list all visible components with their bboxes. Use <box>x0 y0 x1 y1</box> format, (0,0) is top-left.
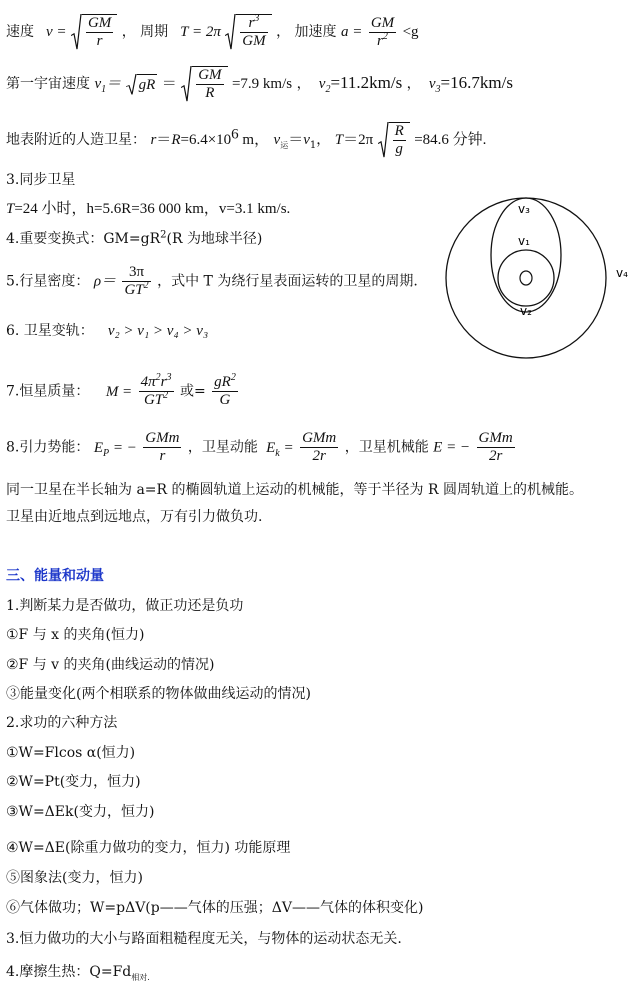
section3-line: ④W=ΔE(除重力做功的变力，恒力) 功能原理 <box>6 840 291 856</box>
near-earth-r-unit: m， <box>238 132 270 148</box>
item8: 8.引力势能： $E_P$ = − $\frac{\text{GMm}}{r}$ ，卫星动能 $E_k$ = $\frac{\text{GMm}}{2r}$ ，卫星机械能 E = − $\frac{\text{GMm}}{2r}$ <box>6 430 513 464</box>
sync-line: T=24 小时，h=5.6R=36 000 km，v=3.1 km/s. <box>6 201 291 217</box>
accel-compare: <g <box>402 24 419 40</box>
planet <box>520 271 532 285</box>
section3-line: ③W=ΔEk(变力，恒力) <box>6 804 155 820</box>
section3-line: ⑤图象法(变力，恒力) <box>6 870 143 886</box>
cosmic-velocity-line: 第一宇宙速度 $v_1=$ gR ＝ $\frac{GM}{R}$ =7.9 km/s ， $v_2=11.2km/s$ ， $v_3=16.7km/s$ <box>6 67 513 101</box>
sqrt-GM-R: $\frac{GM}{R}$ <box>181 66 227 102</box>
outer-orbit <box>446 198 606 358</box>
item7: 7.恒星质量： M = $\frac{4\pi^2r^3}{GT^2}$ 或= $\frac{gR^2}{G}$ <box>6 372 236 408</box>
period-formula: $\frac{r^3}{GM}$ <box>225 14 271 50</box>
label-v4: v₄ <box>616 266 628 280</box>
item8-para2: 卫星由近地点到远地点，万有引力做负功. <box>6 509 263 525</box>
item4: 4.重要变换式：$GM=gR^2(R$ 为地球半径) <box>6 229 263 247</box>
speed-label: 速度 <box>6 24 34 40</box>
section3-line: ①W=Flcos α(恒力) <box>6 745 136 761</box>
item5: 5.行星密度： ρ＝ $\frac{3\pi}{GT^2}$ ，式中 T 为绕行星表面运转的卫星的周期. <box>6 264 418 298</box>
near-earth-r-exp: 6 <box>231 126 239 143</box>
section3-line: ⑥气体做功；W=pΔV(p——气体的压强；ΔV——气体的体积变化) <box>6 900 424 916</box>
near-earth-r: =6.4×10 <box>180 132 232 148</box>
speed-formula: $\frac{GM}{r}$ <box>71 14 117 50</box>
orbit-diagram <box>440 193 635 363</box>
accel-label: 加速度 <box>294 24 337 40</box>
section3-line: ③能量变化(两个相联系的物体做曲线运动的情况) <box>6 686 311 702</box>
speed-period-accel-line: 速度 v = $\frac{GM}{r}$ ， 周期 T = 2π $\frac{r^3}{GM}$ ， 加速度 a = $\frac{GM}{r^2}$ <g <box>6 13 419 49</box>
section3-line: ②W=Pt(变力，恒力) <box>6 774 141 790</box>
v3-value: =16.7km/s <box>440 73 513 92</box>
first-cosmic-value: =7.9 km/s <box>231 76 293 92</box>
section3-line: 3.恒力做功的大小与路面粗糙程度无关，与物体的运动状态无关. <box>6 931 402 947</box>
item6: 6. 卫星变轨： v₂ > v₁ > v₄ > v₃ <box>6 323 209 339</box>
item8-para1: 同一卫星在半长轴为 a=R 的椭圆轨道上运动的机械能，等于半径为 R 圆周轨道上的机械能。 <box>6 482 583 498</box>
section3-title: 三、能量和动量 <box>6 568 104 584</box>
near-earth-label: 地表附近的人造卫星： <box>6 132 146 148</box>
near-earth-T: =84.6 分钟. <box>414 132 487 148</box>
first-cosmic-label: 第一宇宙速度 <box>6 76 90 92</box>
near-earth-line: 地表附近的人造卫星： $r=R=6.4\times 10^6$ m， $v_运=v_1$， T＝2π $\frac{R}{g}$ =84.6 分钟. <box>6 123 487 157</box>
section3-line: ②F 与 v 的夹角(曲线运动的情况) <box>6 657 215 673</box>
v2-value: =11.2km/s <box>330 73 403 92</box>
sync-heading: 3.同步卫星 <box>6 172 76 188</box>
accel-formula: $\frac{GM}{r^2}$ <box>370 14 395 49</box>
inner-orbit <box>498 250 554 306</box>
section3-line: ①F 与 x 的夹角(恒力) <box>6 627 145 643</box>
label-v2: v₂ <box>520 304 532 318</box>
section3-line: 1.判断某力是否做功，做正功还是负功 <box>6 598 244 614</box>
label-v3: v₃ <box>518 202 530 216</box>
label-v1: v₁ <box>518 234 530 248</box>
section3-line: 2.求功的六种方法 <box>6 715 118 731</box>
sqrt-gR: gR <box>126 74 158 95</box>
period-label: 周期 <box>140 24 169 40</box>
section3-last: 4.摩擦生热：$Q=Fd_{相对.}$ <box>6 964 150 982</box>
sqrt-R-g: $\frac{R}{g}$ <box>378 122 410 158</box>
